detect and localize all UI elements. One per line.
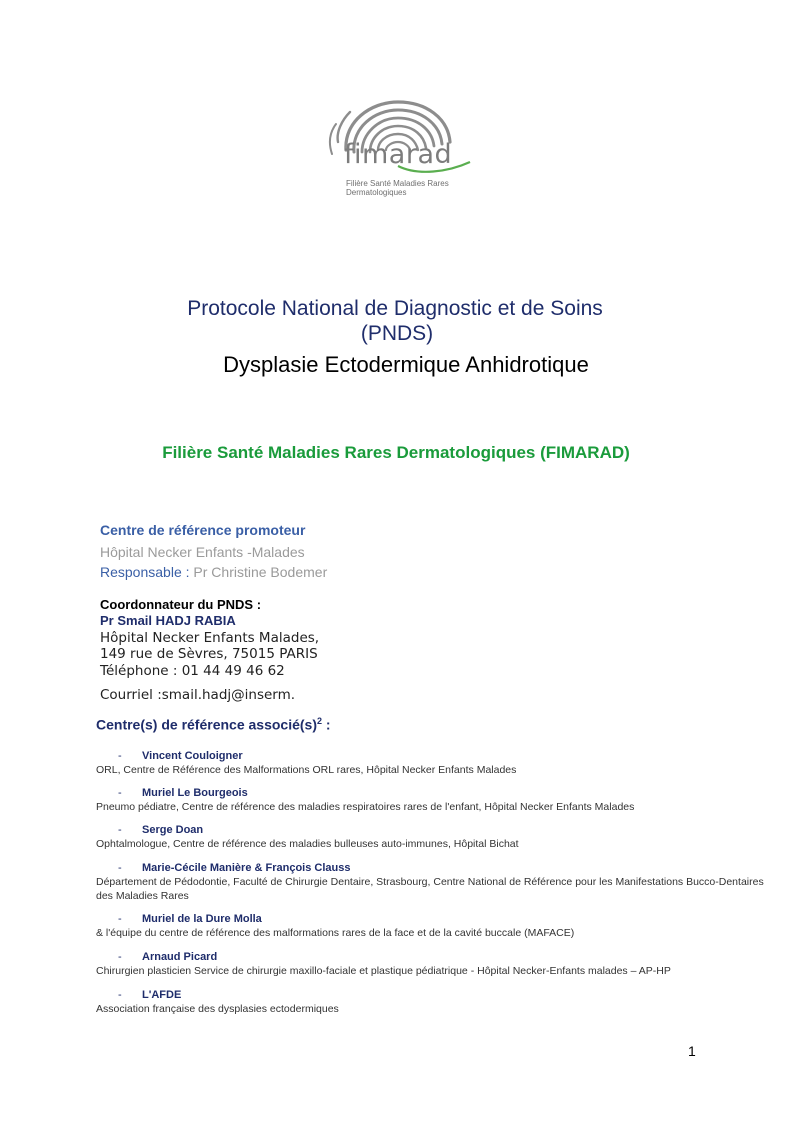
coordonnateur-email: Courriel :smail.hadj@inserm.: [100, 687, 296, 703]
associate-description: ORL, Centre de Référence des Malformations ORL rares, Hôpital Necker Enfants Malades: [96, 764, 517, 776]
associate-name: Vincent Couloigner: [142, 750, 243, 762]
responsable-name: Pr Christine Bodemer: [193, 564, 328, 580]
bullet-icon: -: [118, 862, 122, 874]
associes-heading: Centre(s) de référence $associé(s)^2$ :: [96, 716, 331, 733]
associate-entry: [96, 912, 776, 940]
associate-name: Muriel de la Dure Molla: [142, 913, 262, 925]
coordonnateur-phone: Téléphone : 01 44 49 46 62: [100, 663, 285, 679]
associate-description: Chirurgien plasticien Service de chirurgie maxillo-faciale et plastique pédiatrique - Hôpital Necker-Enfants malades – AP-HP: [96, 965, 671, 977]
coordonnateur-address: 149 rue de Sèvres, 75015 PARIS: [100, 646, 318, 662]
associate-name: Arnaud Picard: [142, 951, 218, 963]
bullet-icon: -: [118, 951, 122, 963]
title-line-3: Dysplasie Ectodermique Anhidrotique: [223, 352, 589, 377]
promoteur-heading: Centre de référence promoteur: [100, 522, 306, 538]
title-line-1: Protocole National de Diagnostic et de Soins: [187, 297, 603, 320]
associate-description: Pneumo pédiatre, Centre de référence des maladies respiratoires rares de l'enfant, Hôpital Necker Enfants Malades: [96, 801, 635, 813]
associate-description: & l'équipe du centre de référence des malformations rares de la face et de la cavité buccale (MAFACE): [96, 927, 575, 939]
logo-subtitle: Filière Santé Maladies Rares Dermatologiques: [346, 179, 449, 197]
associate-name: L'AFDE: [142, 989, 182, 1001]
associate-entry: [96, 786, 776, 814]
fimarad-logo: [318, 92, 478, 200]
logo-wordmark: fimarad: [344, 139, 453, 170]
footnote-marker: 2: [317, 716, 323, 726]
associate-entry: [96, 950, 776, 978]
associate-name: Muriel Le Bourgeois: [142, 787, 248, 799]
associate-entry: [96, 749, 776, 777]
associate-description: Association française des dysplasies ectodermiques: [96, 1003, 339, 1015]
bullet-icon: -: [118, 750, 122, 762]
associate-entry: [96, 861, 776, 903]
responsable-label: Responsable :: [100, 564, 194, 580]
coordonnateur-hospital: Hôpital Necker Enfants Malades,: [100, 630, 320, 646]
associate-entry: [96, 988, 776, 1016]
bullet-icon: -: [118, 787, 122, 799]
associate-name: Marie-Cécile Manière & François Clauss: [142, 862, 351, 874]
title-line-2: (PNDS): [360, 322, 434, 345]
associate-description: Département de Pédodontie, Faculté de Chirurgie Dentaire, Strasbourg, Centre National de Référence pour les Manifestations Bucco-Dentaires des Maladies Rares: [96, 876, 764, 902]
associate-description: Ophtalmologue, Centre de référence des maladies bulleuses auto-immunes, Hôpital Bichat: [96, 838, 519, 850]
filiere-heading: Filière Santé Maladies Rares Dermatologiques (FIMARAD): [162, 443, 630, 462]
associate-entry: [96, 823, 776, 851]
coordonnateur-name: Pr Smail HADJ RABIA: [100, 613, 236, 628]
bullet-icon: -: [118, 913, 122, 925]
page-number: 1: [688, 1043, 696, 1059]
promoteur-hospital: Hôpital Necker Enfants -Malades: [100, 544, 305, 560]
bullet-icon: -: [118, 989, 122, 1001]
associate-name: Serge Doan: [142, 824, 204, 836]
promoteur-responsable: [100, 564, 327, 580]
coordonnateur-heading: Coordonnateur du PNDS :: [100, 597, 262, 612]
bullet-icon: -: [118, 824, 122, 836]
